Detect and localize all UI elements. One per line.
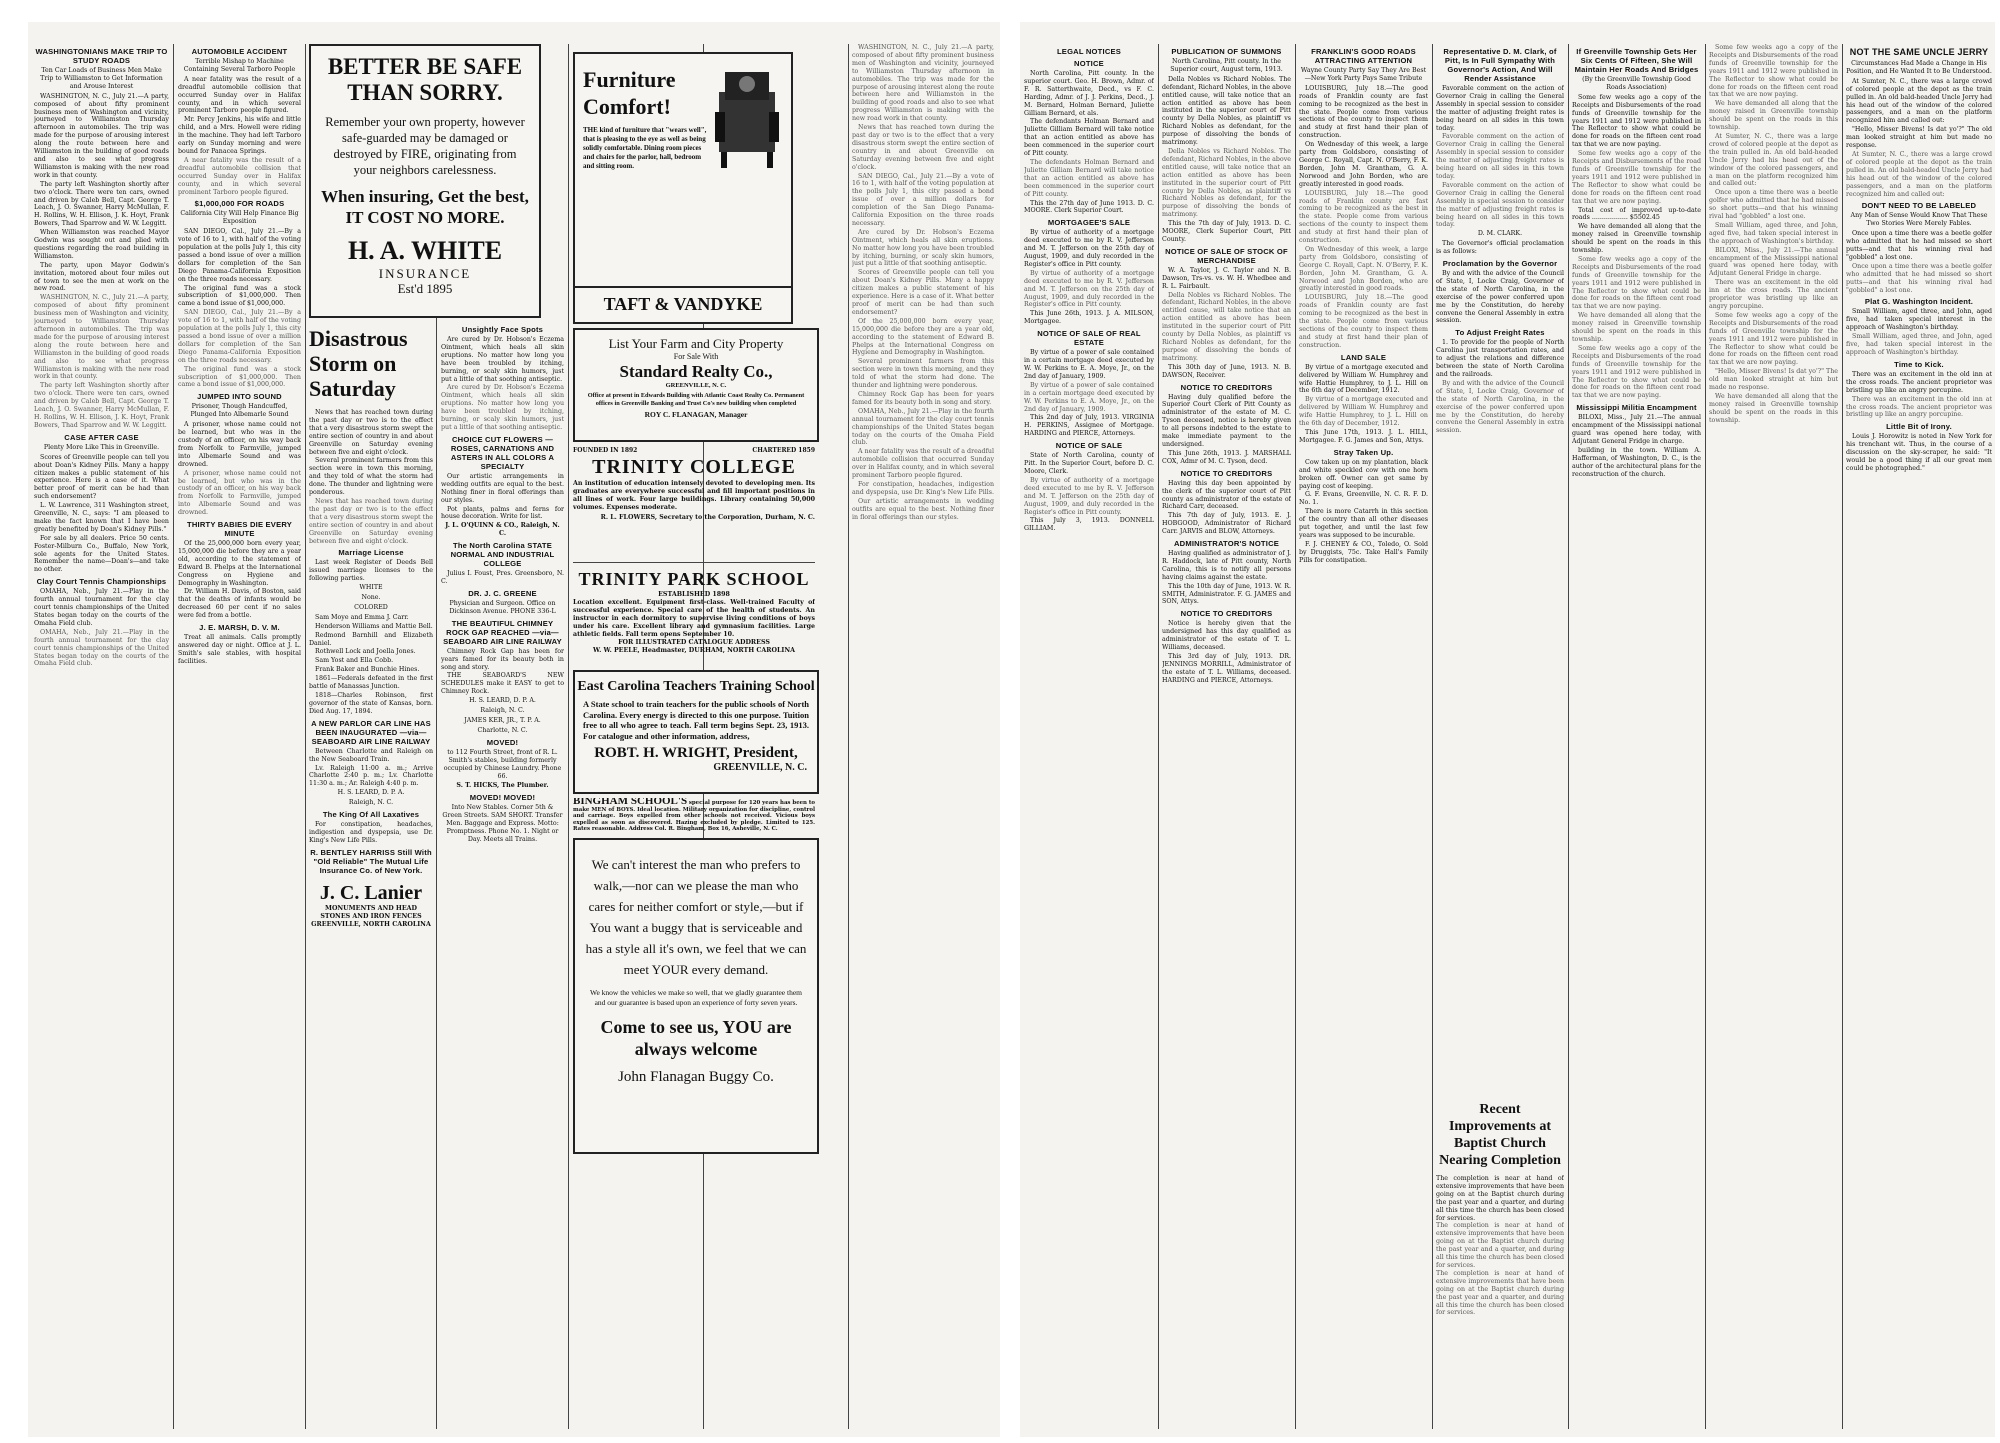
ad-body: Office at present in Edwards Building with Atlantic Coast Realty Co. Permanent offices in Greenville Banking and Trust Co's new building when completed (587, 392, 805, 407)
headline-stray: Stray Taken Up. (1333, 447, 1394, 457)
column-rule (1432, 44, 1433, 1429)
ad-title: TRINITY COLLEGE (592, 456, 796, 478)
article-paragraph: Lv. Raleigh 11:00 a. m.; Arrive Charlotte 2:40 p. m.; Lv. Charlotte 11:30 a. m.; Ar. Raleigh 4:40 p. m. (309, 764, 433, 788)
ad-sub: For Sale With (673, 352, 719, 361)
article-paragraph: Scores of Greenville people can tell you about Doan's Kidney Pills. Many a happy citizen makes a public statement of his experience. Here is a case of it. What better proof of merit can be had than such endorsement? (34, 453, 169, 501)
left-column-7 (852, 44, 994, 1429)
article-paragraph: building in the town. William A. Hafferman, of Washington, D. C., is the author of the architectural plans for the reconstruction of the church. (1572, 446, 1701, 478)
headline-legal-notices: LEGAL NOTICES (1056, 47, 1122, 56)
ad-place: GREENVILLE, N. C. (665, 382, 727, 389)
article-paragraph: to 112 Fourth Street, front of R. L. Smith's stables, building formerly occupied by Chinese Laundry. Phone 66. (443, 748, 562, 780)
headline-mortgagees-sale: MORTGAGEE'S SALE (1047, 218, 1131, 228)
article-paragraph: Several prominent farmers from this section were in town this morning, and they told of what the storm had done. The thunder and lightning were ponderous. (309, 457, 433, 497)
founded-date: FOUNDED IN 1892 (573, 447, 638, 454)
list-heading: COLORED (354, 603, 388, 611)
headline-labeled: DON'T NEED TO BE LABELED (1861, 201, 1977, 211)
left-newspaper-page (28, 22, 1000, 1437)
article-paragraph: Favorable comment on the action of Governor Craig in calling the General Assembly in special session to consider the matter of adjusting freight rates is being heard on all sides in this town today. (1436, 133, 1564, 180)
ad-manager: ROY C. FLANAGAN, Manager (644, 410, 748, 419)
card-text: Treat all animals. Calls promptly answered day or night. Office at J. L. Smith's sale stables, with hospital facilities. (178, 634, 301, 665)
article-paragraph: Julius I. Foust, Pres. Greensboro, N. C. (441, 570, 564, 586)
ad-body: Remember your own property, however safe-guarded may be damaged or destroyed by FIRE, originating from your neighbors carelessness. (325, 115, 525, 177)
article-paragraph: By virtue of a mortgage executed and delivered by William W. Humphrey and wife Hattie Humphrey, to J. L. Hill on the 6th day of December, 1912. (1299, 396, 1428, 428)
headline-stock-sale: NOTICE OF SALE OF STOCK OF MERCHANDISE (1165, 246, 1288, 265)
signature: This June 26th, 1913. J. MARSHALL COX, Admr of M. C. Tyson, decd. (1162, 449, 1291, 465)
list-heading: WHITE (359, 584, 383, 592)
article-paragraph: LOUISBURG, July 18.—The good roads of Franklin county are fast coming to be recognized as the best in the state. People come from various sections of the county to inspect them and study at first hand their plan of construction. (1299, 189, 1428, 245)
headline-notice-creditors: NOTICE TO CREDITORS (1180, 382, 1273, 392)
article-paragraph: W. A. Taylor, J. C. Taylor and N. B. Dawson, Trs-vs. vs. W. H. Whedbee and R. L. Fairbault. (1162, 266, 1291, 290)
ad-trinity-park (573, 562, 815, 663)
article-paragraph: Some few weeks ago a copy of the Receipts and Disbursements of the road funds of Greenville township for the years 1911 and 1912 were published in The Reflector to show what could be done for roads on the fifteen cent road tax that we are now paying. (1709, 44, 1838, 99)
article-paragraph: Some few weeks ago a copy of the Receipts and Disbursements of the road funds of Greenville township for the years 1911 and 1912 were published in The Reflector to show what could be done for roads on the fifteen cent road tax that we are now paying. (1572, 344, 1701, 400)
article-paragraph: We have demanded all along that the money raised in Greenville township should be spent on the roads in this township. (1572, 312, 1701, 343)
ad-title: Furniture Comfort! (583, 67, 676, 119)
article-paragraph: At Sumter, N. C., there was a large crowd of colored people at the depot as the train pulled in. An old bald-headed Uncle Jerry had his head out of the window of the colored passengers, and a man on the platform recognized him and called out: (1709, 132, 1838, 188)
column-rule (1568, 44, 1569, 1429)
headline-franklin-roads: FRANKLIN'S GOOD ROADS ATTRACTING ATTENTION (1311, 47, 1416, 65)
ad-cta: When insuring, Get the best, IT COST NO MORE. (321, 187, 529, 227)
agent-place: Raleigh, N. C. (480, 707, 525, 715)
headline-summons: PUBLICATION OF SUMMONS (1171, 47, 1282, 56)
ad-title: List Your Farm and City Property (608, 336, 784, 351)
ad-furniture-comfort (573, 52, 793, 324)
article-paragraph: At Sumter, N. C., there was a large crowd of colored people at the depot as the train pulled in. An old bald-headed Uncle Jerry had his head out of the window of the colored passengers, and a man on the platform recognized him and called out: (1846, 150, 1992, 198)
left-column-2 (178, 44, 301, 1429)
article-paragraph: Of the 25,000,000 born every year, 15,000,000 die before they are a year old, according to the statement of Edward B. Phelps at the International Congress on Hygiene and Demography in Washington. (178, 540, 301, 587)
article-paragraph: Chimney Rock Gap has been for years famed for its beauty both in song and story. (441, 647, 564, 671)
article-paragraph: S. T. HICKS, The Plumber. (456, 782, 549, 790)
subhead: California City Will Help Finance Big Exposition (180, 210, 299, 226)
article-paragraph: Are cured by Dr. Hobson's Eczema Ointment, which heals all skin eruptions. No matter how long you have been troubled by itching, burning, or scaly skin humors, just put a little of that soothing antiseptic. (852, 228, 994, 268)
signature: This 7th day of July, 1913. E. J. HOBGOOD, Administrator of Richard Carr. JARVIS and BLOW, Attorneys. (1162, 512, 1291, 536)
ad-bingham-school (573, 798, 815, 832)
headline-automobile-accident: AUTOMOBILE ACCIDENT (191, 47, 288, 56)
article-paragraph: Are cured by Dr. Hobson's Eczema Ointment, which heals all skin eruptions. No matter how long you have been troubled by itching, burning, or scaly skin humors, just put a little of that soothing antiseptic. (441, 336, 564, 383)
article-paragraph: Having qualified as administrator of J. R. Haddock, late of Pitt county, North Carolina, this is to notify all persons having claims against the estate. (1162, 550, 1291, 581)
article-paragraph: LOUISBURG, July 18.—The good roads of Franklin county are fast coming to be recognized as the best in the state. People come from various sections of the county to inspect them and study at first hand their plan of construction. (1299, 294, 1428, 349)
article-paragraph: Favorable comment on the action of Governor Craig in calling the General Assembly in special session to consider the matter of adjusting freight rates is being heard on all sides in this town today. (1436, 85, 1564, 132)
card-marsh: J. E. MARSH, D. V. M. (199, 623, 280, 633)
article-paragraph: Are cured by Dr. Hobson's Eczema Ointment, which heals all skin eruptions. No matter how long you have been troubled by itching, burning, or scaly skin humors, just put a little of that soothing antiseptic. (441, 384, 564, 431)
subhead: Plenty More Like This in Greenville. (43, 443, 160, 451)
headline-uncle-jerry: NOT THE SAME UNCLE JERRY (1849, 47, 1989, 57)
subhead: Terrible Mishap to Machine Containing Several Tarboro People (183, 58, 296, 73)
left-column-3 (309, 322, 433, 1429)
column-rule (568, 44, 569, 1429)
article-paragraph: LOUISBURG, July 18.—The good roads of Franklin county are fast coming to be recognized as the best in the state. People come from various sections of the county to inspect them and study at first hand their plan of construction. (1299, 84, 1428, 140)
article-paragraph: News that has reached town during the past day or two is to the effect that a very disastrous storm swept the entire section of country in and about Greenville on Saturday evening between five and eight o'clock. (309, 497, 433, 545)
article-paragraph: OMAHA, Neb., July 21.—Play in the fourth annual tournament for the clay court tennis championships of the United States began today on the courts of the Omaha Field club. (34, 628, 169, 668)
headline-normal-college: The North Carolina STATE NORMAL AND INDUSTRIAL COLLEGE (450, 541, 555, 569)
signature: F. J. CHENEY & CO., Toledo, O. Sold by Druggists, 75c. Take Hall's Family Pills for constipation. (1299, 540, 1428, 564)
headline-moved-moved: MOVED! MOVED! (469, 793, 536, 803)
subhead: Wayne County Party Say They Are Best—New York Party Pays Same Tribute (1300, 67, 1427, 82)
ad-lanier: J. C. Lanier (319, 881, 423, 904)
article-paragraph: A near fatality was the result of a dreadful automobile collision that occurred Sunday over in Halifax county, and in which several prominent Tarboro people figured. (178, 156, 301, 196)
article-paragraph: Some few weeks ago a copy of the Receipts and Disbursements of the road funds of Greenville township for the years 1911 and 1912 were published in The Reflector to show what could be done for roads on the fifteen cent road tax that we are now paying. (1572, 150, 1701, 205)
headline-militia: Mississippi Militia Encampment (1576, 403, 1697, 413)
right-column-2 (1162, 44, 1291, 1429)
article-paragraph: Between Charlotte and Raleigh on the New Seaboard Train. (309, 747, 433, 763)
article-paragraph: A near fatality was the result of a dreadful automobile collision that occurred Sunday over in Halifax county, and in which several prominent Tarboro people figured. (852, 448, 994, 480)
article-paragraph: Louis J. Horowitz is noted in New York for his trenchant wit. Thus, in the course of a discussion on the sky-scraper, he said: "It would be a good thing if all our great men could be photographed." (1846, 433, 1992, 472)
article-paragraph: OMAHA, Neb., July 21.—Play in the fourth annual tournament for the clay court tennis championships of the United States began today on the courts of the Omaha Field club. (852, 407, 994, 447)
ad-insurance: R. BENTLEY HARRISS Still With "Old Reliable" The Mutual Life Insurance Co. of New York. (310, 847, 432, 875)
headline-time-to-kick: Time to Kick. (1894, 359, 1944, 369)
article-paragraph: THE SEABOARD'S NEW SCHEDULES make it EASY to get to Chimney Rock. (441, 672, 564, 696)
headline-greenville-township: If Greenville Township Gets Her Six Cents Of Fifteen, She Will Maintain Her Roads And Bridges (1574, 47, 1699, 74)
article-paragraph: Dr. William H. Davis, of Boston, said that the deaths of infants would be decreased 60 per cent if no sales were fed from a bottle. (178, 588, 301, 620)
article-paragraph: A prisoner, whose name could not be learned, but who was in the custody of an officer, on his way back from Norfolk to Farmville, jumped into Albemarle Sound and was drowned. (178, 469, 301, 517)
headline-king-laxatives: The King Of All Laxatives (322, 810, 420, 820)
article-paragraph: WASHINGTON, N. C., July 21.—A party, composed of about fifty prominent business men of Washington and vicinity, journeyed to Williamston Thursday afternoon in automobiles. The trip was made for the purpose of arousing interest along the route between here and Williamston in the building of good roads and also to see what progress Williamston is making with the new road work in that county. (852, 44, 994, 123)
agent: H. S. LEARD, D. P. A. (337, 789, 405, 797)
article-paragraph: There was an excitement in the old inn at the cross roads. The ancient proprietor was bristling up like an angry porcupine. (1846, 370, 1992, 394)
article-paragraph: We have demanded all along that the money raised in Greenville township should be spent on the roads in this township. (1709, 392, 1838, 424)
right-column-1 (1024, 44, 1154, 1429)
article-paragraph: Pot plants, palms and ferns for house decoration. Write for list. (441, 505, 564, 521)
headline-washingtonians: WASHINGTONIANS MAKE TRIP TO STUDY ROADS (35, 47, 168, 65)
list-item: None. (361, 594, 381, 602)
article-paragraph: Into New Stables. Corner 5th & Green Streets. SAM SHORT. Transfer Men. Baggage and Express. Motto: Promptness. Phone No. 1. Night or Day. Meets all Trains. (442, 804, 563, 843)
list-item: Sam Yost and Ella Cobb. (315, 657, 394, 665)
article-paragraph: There is more Catarrh in this section of the country than all other diseases put together, and until the last few years was supposed to be incurable. (1299, 508, 1428, 539)
article-paragraph: The defendants Holman Bernard and Juliette Gilliam Bernard will take notice that an action entitled as above has been commenced in the superior court of Pitt county. (1024, 118, 1154, 158)
headline-marriage-license: Marriage License (338, 548, 404, 558)
ad-title: East Carolina Teachers Training School (577, 679, 815, 694)
article-paragraph: When Williamston was reached Mayor Godwin was sought out and plied with questions regarding the road building in Williamston. (34, 229, 169, 260)
article-paragraph: A near fatality was the result of a dreadful automobile collision that occurred Sunday over in Halifax county, and in which several prominent Tarboro people figured. (178, 75, 301, 115)
ad-signature: R. L. FLOWERS, Secretary to the Corporation, Durham, N. C. (600, 514, 815, 521)
headline-parlor-car: A NEW PARLOR CAR LINE HAS BEEN INAUGURATED —via— SEABOARD AIR LINE RAILWAY (311, 718, 431, 746)
article-paragraph: We have demanded all along that the money raised in Greenville township should be spent on the roads in this township. (1572, 223, 1701, 255)
signature: This the 10th day of June, 1913. W. R. SMITH, Administrator. F. G. JAMES and SON, Attys. (1162, 582, 1291, 606)
article-paragraph: Notice is hereby given that the undersigned has this day qualified as administrator of the estate of T. L. Williams, deceased. (1162, 620, 1291, 652)
headline-baptist-church: Recent Improvements at Baptist Church Nearing Completion (1439, 1102, 1561, 1168)
article-paragraph: Some few weeks ago a copy of the Receipts and Disbursements of the road funds of Greenville township for the years 1911 and 1912 were published in The Reflector to show what could be done for roads on the fifteen cent road tax that we are now paying. (1572, 255, 1701, 311)
headline-freight: To Adjust Freight Rates (1455, 328, 1545, 338)
article-paragraph: At Sumter, N. C., there was a large crowd of colored people at the depot as the train pulled in. An old bald-headed Uncle Jerry had his head out of the window of the colored passengers, and a man on the platform recognized him and called out: (1846, 77, 1992, 125)
agent-place: Raleigh, N. C. (348, 799, 394, 807)
headline-proclamation: Proclamation by the Governor (1442, 259, 1558, 269)
ad-name: Standard Realty Co., (619, 362, 773, 381)
signature: This 2nd day of July, 1913. VIRGINIA H. PERKINS, Assignee of Mortgage. HARDING and PIERCE, Attorneys. (1024, 414, 1154, 438)
article-paragraph: By and with the advice of the Council of State, I, Locke Craig, Governor of the state of North Carolina, in the exercise of the power conferred upon me by the Constitution, do hereby convene the General Assembly in extra session. (1436, 379, 1564, 435)
article-paragraph: BILOXI, Miss., July 21.—The annual encampment of the Mississippi national guard was opened here today, with Adjutant General Fridge in charge. (1709, 246, 1838, 278)
article-paragraph: Last week Register of Deeds Bell issued marriage licenses to the following parties. (309, 559, 433, 583)
article-paragraph: BILOXI, Miss., July 21.—The annual encampment of the Mississippi national guard was opened here today, with Adjutant General Fridge in charge. (1572, 414, 1701, 445)
signature: This July 3, 1913. DONNELL GILLIAM. (1024, 517, 1154, 533)
ad-name: H. A. WHITE (347, 236, 503, 265)
right-column-5b (1709, 44, 1838, 1429)
article-paragraph: SAN DIEGO, Cal., July 21.—By a vote of 16 to 1, with half of the voting population at the polls July 1, this city passed a bond issue of over a million dollars for completion of the San Diego Panama-California Exposition on the three roads necessary. (178, 309, 301, 364)
left-column-1 (34, 44, 169, 1429)
headline-notice-creditors: NOTICE TO CREDITORS (1180, 609, 1273, 619)
ad-name: TAFT & VANDYKE (575, 286, 791, 314)
article-paragraph: Favorable comment on the action of Governor Craig in calling the General Assembly in special session to consider the matter of adjusting freight rates is being heard on all sides in this town today. (1436, 181, 1564, 229)
column-rule (1842, 44, 1843, 1429)
headline-notice-of-sale: NOTICE OF SALE (1055, 441, 1123, 451)
headline-irony: Little Bit of Irony. (1886, 422, 1952, 432)
article-paragraph: "Hello, Misser Bivens! Is dat yo'?" The old man looked straight at him but made no response. (1846, 126, 1992, 150)
article-paragraph: The completion is near at hand of extensive improvements that have been going on at the Baptist church during the past year and a quarter, and during all this time the church has been closed for services. (1436, 1175, 1564, 1222)
left-column-4 (441, 322, 564, 1429)
article-paragraph: The original fund was a stock subscription of $1,000,000. Then came a bond issue of $1,000,000. (178, 365, 301, 389)
subhead: Circumstances Had Made a Change in His Position, and He Wanted It to Be Understood. (1846, 60, 1992, 75)
subhead: (By the Greenville Township Good Roads Association) (1582, 76, 1691, 91)
headline-face-spots: Unsightly Face Spots (461, 325, 544, 334)
article-paragraph: Cow taken up on my plantation, black and white speckled cow with one horn broken off. Owner can get same by paying cost of keeping. (1299, 458, 1428, 490)
armchair-illustration (711, 62, 783, 172)
date-item: 1861—Federals defeated in the first battle of Manassas Junction. (309, 675, 433, 691)
article-paragraph: Once upon a time there was a beetle golfer who admitted that he had missed so short putts—and that his winning rival had "gobbled" a lost one. (1846, 230, 1992, 261)
table-row: Total cost of improved up-to-date roads .................. $5502.45 (1572, 206, 1701, 222)
ad-body: THE kind of furniture that "wears well", that is pleasing to the eye as well as being solidly comfortable. Dining room pieces and chairs for the parlor, hall, bedroom and sitting room. (583, 126, 707, 170)
article-paragraph: "Hello, Misser Bivens! Is dat yo'?" The old man looked straight at him but made no response. (1709, 368, 1838, 392)
ad-east-carolina-teachers (573, 670, 819, 794)
article-paragraph: By virtue of authority of a mortgage deed executed to me by R. V. Jefferson and M. T. Jefferson on the 25th day of August, 1909, and duly recorded in the Register's office in Pitt county. (1024, 476, 1154, 516)
ad-title: TRINITY PARK SCHOOL (578, 569, 810, 589)
ad-dates (573, 447, 815, 454)
article-paragraph: Della Nobles vs Richard Nobles. The defendant, Richard Nobles, in the above entitled cause, will take notice that an action entitled as above has been instituted in the superior court of Pitt county by Della Nobles, as plaintiff vs Richard Nobles as defendant, for the purpose of dissolving the bonds of matrimony. (1162, 147, 1291, 219)
article-paragraph: By virtue of authority of a mortgage deed executed to me by R. V. Jefferson and M. T. Jefferson on the 25th day of August, 1909, and duly recorded in the Register's office in Pitt county. (1024, 269, 1154, 309)
article-paragraph: The completion is near at hand of extensive improvements that have been going on at the Baptist church during the past year and a quarter, and during all this time the church has been closed for services. (1436, 1269, 1564, 1317)
subhead: North Carolina, Pitt county. In the Superior court, August term, 1913. (1170, 58, 1283, 73)
subhead: Prisoner, Though Handcuffed, Plunged Into Albemarle Sound (190, 403, 289, 419)
ad-name: John Flanagan Buggy Co. (618, 1069, 774, 1085)
article-paragraph: SAN DIEGO, Cal., July 21.—By a vote of 16 to 1, with half of the voting population at the polls July 1, this city passed a bond issue of over a million dollars for completion of the San Diego Panama-California Exposition on the three roads necessary. (178, 228, 301, 283)
ad-body: special purpose for 120 years has been to make MEN of BOYS. Ideal location. Military organization for discipline, control and carriage. Boys expelled from other schools not received. Vicious boys expelled as soon as discovered. Hazing excluded by pledge. Limited to 125. Rates reasonable. Address Col. R. Bingham, Box 16, Asheville, N. C. (573, 800, 815, 832)
ad-place: GREENVILLE, N. C. (713, 762, 807, 773)
page-gutter (1000, 0, 1020, 1443)
article-paragraph: Small William, aged three, and John, aged five, had taken special interest in the approach of Washington's birthday. (1846, 308, 1992, 332)
column-rule (305, 44, 306, 1429)
article-paragraph: By and with the advice of the Council of State, I, Locke Craig, Governor of the state of North Carolina, in the exercise of the power conferred upon me by the Constitution, do hereby convene the General Assembly in extra session. (1436, 270, 1564, 325)
headline-moved: MOVED! (486, 737, 519, 747)
article-paragraph: The Governor's official proclamation is as follows: (1436, 240, 1564, 256)
headline-roads-bond: $1,000,000 FOR ROADS (194, 199, 285, 209)
article-paragraph: A prisoner, whose name could not be learned, but who was in the custody of an officer, on his way back from Norfolk to Farmville, jumped into Albemarle Sound and was drowned. (178, 421, 301, 468)
article-paragraph: Chimney Rock Gap has been for years famed for its beauty both in song and story. (852, 390, 994, 406)
headline-notice: NOTICE (1074, 59, 1104, 68)
ad-note: We know the vehicles we make so well, that we gladly guarantee them and our guarantee is based upon an experience of forty seven years. (589, 988, 803, 1007)
headline-tennis: Clay Court Tennis Championships (36, 577, 167, 587)
ad-lanier-sub: MONUMENTS AND HEAD STONES AND IRON FENCES GREENVILLE, NORTH CAROLINA (311, 904, 431, 928)
headline-clark: Representative D. M. Clark, of Pitt, Is In Full Sympathy With Governor's Action, And Will Render Assistance (1443, 47, 1557, 83)
ad-body: A State school to train teachers for the public schools of North Carolina. Every energy is directed to this one purpose. Tuition free to all who agree to teach. Fall term begins Sept. 23, 1913. For catalogue and other information, address, (583, 699, 809, 741)
article-paragraph: Our artistic arrangements in wedding outfits are equal to the best. Nothing finer in floral offerings than our styles. (441, 472, 564, 504)
column-rule (1158, 44, 1159, 1429)
article-paragraph: Della Nobles vs Richard Nobles. The defendant, Richard Nobles, in the above entitled cause, will take notice that an action entitled as above has been instituted in the superior court of Pitt county by Della Nobles, as plaintiff vs Richard Nobles as defendant, for the purpose of dissolving the bonds of matrimony. (1162, 291, 1291, 362)
headline-washington-incident: Plat G. Washington Incident. (1864, 297, 1974, 307)
article-paragraph: 1. To provide for the people of North Carolina just transportation rates, and to adjust the relations and difference between the state of North Carolina and the railroads. (1436, 339, 1564, 378)
subhead: Ten Car Loads of Business Men Make Trip to Williamston to Get Information and Arouse Interest (40, 67, 163, 90)
ad-name: ROBT. H. WRIGHT, President, (594, 745, 798, 761)
ad-cat: FOR ILLUSTRATED CATALOGUE ADDRESS (618, 639, 770, 646)
agent: JAMES KER, JR., T. P. A. (464, 717, 541, 724)
article-paragraph: There was an excitement in the old inn at the cross roads. The ancient proprietor was bristling up like an angry porcupine. (1846, 395, 1992, 419)
ad-better-be-safe (309, 44, 541, 318)
article-paragraph: The party, upon Mayor Godwin's invitation, motored about four miles out of town to see the men at work on the new road. (34, 261, 169, 293)
article-paragraph: For constipation, headaches, indigestion and dyspepsia, use Dr. King's New Life Pills. (852, 480, 994, 496)
right-column-3 (1299, 44, 1428, 1429)
article-paragraph: The party left Washington shortly after two o'clock. There were ten cars, owned and driven by Caleb Bell, Capt. George T. Leach, J. O. Swanner, Harry McMullan, F. H. Rollins, W. H. Ellison, J. K. Hoyt, Frank Bowers, Thad Sparrow and W. W. Leggitt. (34, 180, 169, 228)
list-item: Sam Moye and Emma J. Carr. (315, 613, 409, 621)
ad-sub: INSURANCE (378, 266, 472, 281)
signature: This the 27th day of June 1913. D. C. MOORE. Clerk Superior Court. (1024, 199, 1154, 215)
headline-cut-flowers: CHOICE CUT FLOWERS — ROSES, CARNATIONS AND ASTERS IN ALL COLORS A SPECIALTY (450, 434, 555, 471)
ad-trinity-college (573, 447, 815, 552)
headline-notice-creditors: NOTICE TO CREDITORS (1180, 468, 1273, 478)
signature: This June 17th, 1913. J. L. HILL, Mortgagee. F. G. James and Son, Attys. (1299, 428, 1428, 444)
ad-est: Est'd 1895 (397, 281, 453, 296)
list-item: Rothwell Lock and Joella Jones. (315, 648, 416, 656)
ad-standard-realty (573, 328, 819, 442)
ad-cta: Come to see us, YOU are always welcome (600, 1017, 792, 1059)
ad-body: An institution of education intensely devoted to developing men. Its graduates are everywhere successful and fill important positions in all lines of work. Four large buildings. Library containing 50,000 volumes. Expenses moderate. (573, 480, 815, 511)
article-paragraph: Some few weeks ago a copy of the Receipts and Disbursements of the road funds of Greenville township for the years 1911 and 1912 were published in The Reflector to show what could be done for roads on the fifteen cent road tax that we are now paying. (1572, 93, 1701, 149)
article-paragraph: Several prominent farmers from this section were in town this morning, and they told of what the storm had done. The thunder and lightning were ponderous. (852, 358, 994, 390)
subhead: Any Man of Sense Would Know That These Two Stories Were Merely Fables. (1850, 212, 1988, 228)
article-paragraph: Once upon a time there was a beetle golfer who admitted that he had missed so short putts—and that his winning rival had "gobbled" a lost one. (1846, 262, 1992, 294)
article-paragraph: Mr. Percy Jenkins, his wife and little child, and a Mrs. Howell were riding in the machine. They had left Tarboro early on Sunday morning and were bound for Panacea Springs. (178, 116, 301, 155)
article-paragraph: WASHINGTON, N. C., July 21.—A party, composed of about fifty prominent business men of Washington and vicinity, journeyed to Williamston Thursday afternoon in automobiles. The trip was made for the purpose of arousing interest along the route between here and Williamston in the building of good roads and also to see what progress Williamston is making with the new road work in that county. (34, 92, 169, 179)
article-paragraph: For sale by all dealers. Price 50 cents. Foster-Milburn Co., Buffalo, New York, sole agents for the United States. Remember the name—Doan's—and take no other. (34, 534, 169, 574)
article-paragraph: Small William, aged three, and John, aged five, had taken special interest in the approach of Washington's birthday. (1846, 333, 1992, 356)
florist: J. L. O'QUINN & CO., Raleigh, N. C. (445, 522, 560, 538)
headline-administrators-notice: ADMINISTRATOR'S NOTICE (1173, 539, 1280, 549)
article-paragraph: By virtue of a power of sale contained in a certain mortgage deed executed by W. W. Perkins to E. A. Moye, Jr., on the 2nd day of January, 1909. (1024, 381, 1154, 413)
headline-jumped-into-sound: JUMPED INTO SOUND (197, 392, 282, 402)
list-item: Frank Baker and Bunchie Hines. (315, 666, 420, 674)
headline-disastrous-storm: Disastrous Storm on Saturday (309, 326, 408, 401)
article-paragraph: State of North Carolina, county of Pitt. In the Superior Court, before D. C. Moore, Clerk. (1024, 452, 1154, 475)
ad-title: BETTER BE SAFE THAN SORRY. (327, 54, 523, 105)
article-paragraph: Having duly qualified before the Superior Court Clerk of Pitt County as administrator of the estate of M. C. Tyson deceased, notice is hereby given to all persons indebted to the estate to make immediate payment to the undersigned. (1162, 393, 1291, 448)
headline-land-sale: LAND SALE (1340, 352, 1387, 362)
article-paragraph: OMAHA, Neb., July 21.—Play in the fourth annual tournament for the clay court tennis championships of the United States began today on the courts of the Omaha Field club. (34, 588, 169, 627)
agent: H. S. LEARD, D. P. A. (469, 697, 536, 705)
right-newspaper-page (1020, 22, 1995, 1437)
agent-place: Charlotte, N. C. (477, 726, 528, 734)
article-paragraph: On Wednesday of this week, a large party from Goldsboro, consisting of George C. Royall, Capt. N. O'Berry, F. K. Borden, John M. Grantham, G. A. Norwood and John Borden, who are greatly interested in good roads. (1299, 245, 1428, 293)
ad-body: We can't interest the man who prefers to walk,—nor can we please the man who cares for neither comfort or style,—but if You want a buggy that is serviceable and has a style all it's own, we feel that we can meet YOUR every demand. (585, 857, 807, 977)
ad-flanagan-buggy (573, 838, 819, 1154)
signature: This 30th day of June, 1913. N. B. DAWSON, Receiver. (1162, 363, 1291, 379)
article-paragraph: By virtue of a power of sale contained in a certain mortgage deed executed by W. W. Perkins to E. A. Moye, Jr., on the 2nd day of January, 1909. (1024, 349, 1154, 380)
article-paragraph: We have demanded all along that the money raised in Greenville township should be spent on the roads in this township. (1709, 100, 1838, 132)
headline-notice-real-estate: NOTICE OF SALE OF REAL ESTATE (1037, 329, 1141, 348)
article-paragraph: There was an excitement in the old inn at the cross roads. The ancient proprietor was bristling up like an angry porcupine. (1709, 279, 1838, 310)
article-baptist-church (1436, 1097, 1564, 1427)
column-rule (173, 44, 174, 1429)
article-paragraph: By virtue of authority of a mortgage deed executed to me by R. V. Jefferson and M. T. Jefferson on the 25th day of August, 1909, and duly recorded in the Register's office in Pitt county. (1024, 229, 1154, 268)
signature: D. M. CLARK. (1477, 230, 1523, 238)
signature: G. F. Evans, Greenville, N. C. R. F. D. No. 1. (1299, 491, 1428, 507)
article-paragraph: The completion is near at hand of extensive improvements that have been going on at the Baptist church during the past year and a quarter, and during all this time the church has been closed for services. (1436, 1222, 1564, 1269)
headline-thirty-babies: THIRTY BABIES DIE EVERY MINUTE (186, 520, 293, 539)
signature: This 3rd day of July, 1913. DR. JENNINGS MORRILL, Administrator of the estate of T. L. Williams, deceased. HARDING and PIERCE, Attorneys. (1162, 653, 1291, 684)
article-paragraph: The original fund was a stock subscription of $1,000,000. Then came a bond issue of $1,000,000. (178, 284, 301, 308)
article-paragraph: WASHINGTON, N. C., July 21.—A party, composed of about fifty prominent business men of Washington and vicinity, journeyed to Williamston Thursday afternoon in automobiles. The trip was made for the purpose of arousing interest along the route between here and Williamston in the building of good roads and also to see what progress Williamston is making with the new road work in that county. (34, 294, 169, 381)
list-item: Redmond Barnhill and Elizabeth Daniel. (309, 631, 433, 647)
headline-case-after-case: CASE AFTER CASE (64, 432, 139, 442)
column-rule (1705, 44, 1706, 1429)
article-paragraph: Some few weeks ago a copy of the Receipts and Disbursements of the road funds of Greenville township for the years 1911 and 1912 were published in The Reflector to show what could be done for roads on the fifteen cent road tax that we are now paying. (1709, 311, 1838, 367)
right-column-6 (1846, 44, 1992, 1429)
article-paragraph: Having this day been appointed by the clerk of the superior court of Pitt county as administrator of the estate of Richard Carr, deceased. (1162, 479, 1291, 511)
article-paragraph: L. W. Lawrence, 311 Washington street, Greenville, N. C., says: "I am pleased to make the fact known that I have been greatly benefited by Doan's Kidney Pills." (34, 502, 169, 533)
article-paragraph: Once upon a time there was a beetle golfer who admitted that he had missed so short putts—and that his winning rival had "gobbled" a lost one. (1709, 189, 1838, 221)
article-paragraph: News that has reached town during the past day or two is to the effect that a very disastrous storm swept the entire section of country in and about Greenville on Saturday evening between five and eight o'clock. (309, 409, 433, 456)
article-paragraph: News that has reached town during the past day or two is to the effect that a very disastrous storm swept the entire section of country in and about Greenville on Saturday evening between five and eight o'clock. (852, 124, 994, 171)
article-paragraph: The defendants Holman Bernard and Juliette Gilliam Bernard will take notice that an action entitled as above has been commenced in the superior court of Pitt county. (1024, 158, 1154, 198)
ad-signature: W. W. PEELE, Headmaster, DURHAM, NORTH CAROLINA (593, 647, 795, 654)
article-paragraph: SAN DIEGO, Cal., July 21.—By a vote of 16 to 1, with half of the voting population at the polls July 1, this city passed a bond issue of over a million dollars for completion of the San Diego Panama-California Exposition on the three roads necessary. (852, 172, 994, 227)
card-text: Physician and Surgeon. Office on Dickinson Avenue. PHONE 336-L (449, 599, 556, 615)
date-item: 1818—Charles Robinson, first governor of the state of Kansas, born. Died Aug. 17, 1894. (309, 692, 433, 715)
headline-chimney-rock: THE BEAUTIFUL CHIMNEY ROCK GAP REACHED —via— SEABOARD AIR LINE RAILWAY (443, 618, 562, 646)
card-greene: DR. J. C. GREENE (468, 588, 537, 598)
column-rule (848, 44, 849, 1429)
article-paragraph: For constipation, headaches, indigestion and dyspepsia, use Dr. King's New Life Pills. (309, 821, 433, 844)
article-paragraph: Scores of Greenville people can tell you about Doan's Kidney Pills. Many a happy citizen makes a public statement of his experience. Here is a case of it. What better proof of merit can be had than such endorsement? (852, 269, 994, 316)
ad-body: Location excellent. Equipment first-class. Well-trained Faculty of successful experience. Special care of the health of students. An instructor in each dormitory to supervise living conditions of boys under his care. Excellent library and gymnasium facilities. Large athletic fields. Fall term opens September 10. (573, 599, 815, 638)
article-paragraph: By virtue of a mortgage executed and delivered by William W. Humphrey and wife Hattie Humphrey, to J. L. Hill on the 6th day of December, 1912. (1299, 363, 1428, 395)
article-paragraph: Della Nobles vs Richard Nobles. The defendant, Richard Nobles, in the above entitled cause, will take notice that an action entitled as above has been instituted in the superior court of Pitt county by Della Nobles, as plaintiff vs Richard Nobles as defendant, for the purpose of dissolving the bonds of matrimony. (1162, 75, 1291, 147)
article-paragraph: Small William, aged three, and John, aged five, had taken special interest in the approach of Washington's birthday. (1709, 221, 1838, 245)
signature: This the 7th day of July, 1913. D. C. MOORE, Clerk Superior Court, Pitt County. (1162, 220, 1291, 243)
article-paragraph: Our artistic arrangements in wedding outfits are equal to the best. Nothing finer in floral offerings than our styles. (852, 497, 994, 521)
chartered-date: CHARTERED 1859 (752, 447, 815, 454)
ad-sub: ESTABLISHED 1898 (658, 591, 730, 598)
article-paragraph: North Carolina, Pitt county. In the superior court. Geo. H. Brown, Admr. of F. R. Satterthwaite, Decd., vs F. C. Harding, Admr. of J. J. Perkins, Decd., J. M. Bernard, Holman Bernard, Juliette Gilliam Bernard, et als. (1024, 70, 1154, 117)
ad-title: BINGHAM SCHOOL'S (573, 798, 688, 807)
list-item: Henderson Williams and Mattie Bell. (315, 622, 433, 630)
right-column-5 (1572, 44, 1701, 1429)
article-paragraph: The party left Washington shortly after two o'clock. There were ten cars, owned and driven by Caleb Bell, Capt. George T. Leach, J. O. Swanner, Harry McMullan, F. H. Rollins, W. H. Ellison, J. K. Hoyt, Frank Bowers, Thad Sparrow and W. W. Leggitt. (34, 382, 169, 429)
signature: This June 26th, 1913. J. A. MILSON, Mortgagee. (1024, 310, 1154, 326)
column-rule (1295, 44, 1296, 1429)
article-paragraph: On Wednesday of this week, a large party from Goldsboro, consisting of George C. Royall, Capt. N. O'Berry, F. K. Borden, John M. Grantham, G. A. Norwood and John Borden, who are greatly interested in good roads. (1299, 141, 1428, 188)
article-paragraph: Of the 25,000,000 born every year, 15,000,000 die before they are a year old, according to the statement of Edward B. Phelps at the International Congress on Hygiene and Demography in Washington. (852, 317, 994, 357)
